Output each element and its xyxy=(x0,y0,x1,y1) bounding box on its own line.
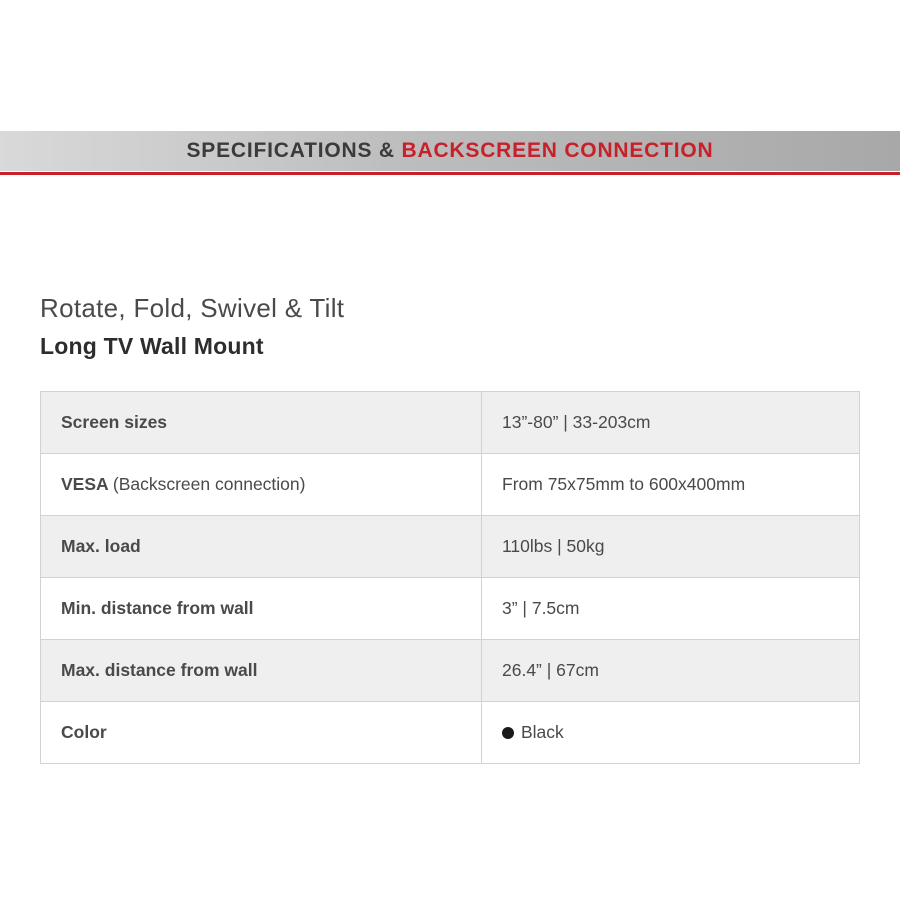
spec-label-note: (Backscreen connection) xyxy=(112,474,306,494)
spec-value-color xyxy=(482,702,860,764)
table-row xyxy=(41,702,860,764)
table-row xyxy=(41,578,860,640)
product-subtitle: Rotate, Fold, Swivel & Tilt xyxy=(40,293,345,323)
table-row xyxy=(41,640,860,702)
product-titles xyxy=(40,292,860,360)
table-row xyxy=(41,392,860,454)
spec-label-text: Color xyxy=(61,722,107,742)
spec-label-text: Max. distance from wall xyxy=(61,660,258,680)
spec-value: 26.4” | 67cm xyxy=(482,640,860,702)
spec-label xyxy=(41,578,482,640)
product-name: Long TV Wall Mount xyxy=(40,332,264,359)
table-row xyxy=(41,516,860,578)
spec-value: 13”-80” | 33-203cm xyxy=(482,392,860,454)
spec-label-text: Screen sizes xyxy=(61,412,168,432)
section-header-title xyxy=(186,139,713,163)
spec-label xyxy=(41,392,482,454)
spec-value: 3” | 7.5cm xyxy=(482,578,860,640)
section-header-banner xyxy=(0,131,900,171)
table-row xyxy=(41,454,860,516)
specifications-table-body xyxy=(41,392,860,764)
color-swatch-icon xyxy=(502,727,514,739)
spec-value: 110lbs | 50kg xyxy=(482,516,860,578)
section-header-title-primary: SPECIFICATIONS & xyxy=(186,139,402,162)
header-accent-rule xyxy=(0,172,900,175)
spec-label-text: Min. distance from wall xyxy=(61,598,254,618)
spec-value: From 75x75mm to 600x400mm xyxy=(482,454,860,516)
specifications-table xyxy=(40,391,860,764)
spec-label xyxy=(41,454,482,516)
spec-label-text: VESA xyxy=(61,474,113,494)
spec-label xyxy=(41,702,482,764)
spec-label xyxy=(41,516,482,578)
spec-label-text: Max. load xyxy=(61,536,141,556)
color-value-label: Black xyxy=(521,722,564,742)
spec-label xyxy=(41,640,482,702)
section-header-title-accent: BACKSCREEN CONNECTION xyxy=(401,139,714,162)
